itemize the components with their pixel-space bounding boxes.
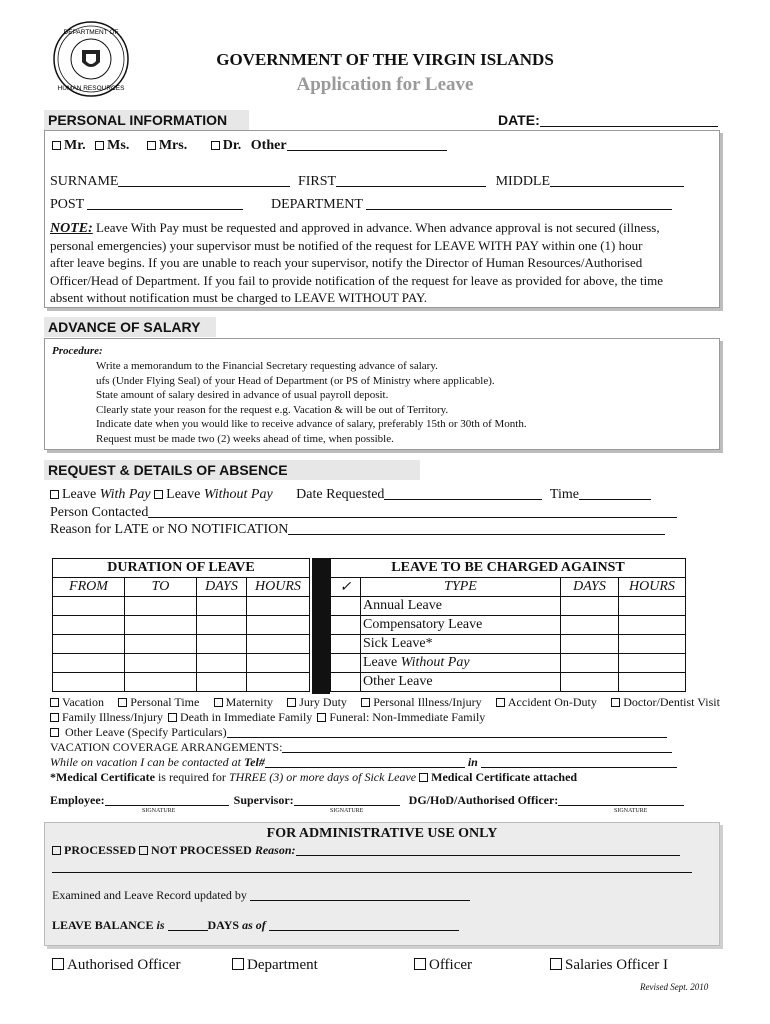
leave-type-option[interactable]: Accident On-Duty: [496, 695, 597, 710]
officer-signature[interactable]: DG/HoD/Authorised Officer:: [409, 793, 685, 807]
charge-title: LEAVE TO BE CHARGED AGAINST: [331, 559, 686, 578]
leave-without-pay-option[interactable]: Leave Without Pay: [154, 487, 273, 502]
signature-caption: SIGNATURE: [142, 808, 176, 814]
procedure-step: ufs (Under Flying Seal) of your Head of Department (or PS of Ministry where applicable).: [96, 374, 495, 387]
col-type: TYPE: [361, 578, 561, 597]
examined-field[interactable]: Examined and Leave Record updated by: [52, 888, 470, 903]
col-hours: HOURS: [619, 578, 686, 597]
title-options: [52, 138, 447, 154]
post-department-fields: [50, 197, 672, 213]
reason-line-2[interactable]: [52, 872, 692, 873]
reason-label: Reason:: [254, 843, 296, 857]
table-row[interactable]: [53, 654, 310, 673]
table-row[interactable]: [53, 673, 310, 692]
procedure-steps: [96, 359, 527, 447]
note-paragraph: NOTE: Leave With Pay must be requested and approved in advance. When advance approval is not secured (illness, personal emergencies) your supervisor must be notified of the request for LEAVE WITH PAY within one (1) hour after leave begins. If you are unable to reach your supervisor, notify the Director of Human Resources/Authorised Officer/Head of Department. If you fail to provide notification of the request for leave as provided for above, the time absent without notification must be charged to LEAVE WITHOUT PAY.: [50, 220, 664, 305]
signature-caption: SIGNATURE: [330, 808, 364, 814]
procedure-step: Write a memorandum to the Financial Secretary requesting advance of salary.: [96, 360, 438, 372]
form-subtitle: Application for Leave: [296, 74, 474, 95]
routing-salaries-officer[interactable]: Salaries Officer I: [550, 957, 668, 974]
type-cell: Compensatory Leave: [361, 616, 561, 635]
date-label: DATE:: [498, 112, 540, 128]
leave-type-option[interactable]: Funeral: Non-Immediate Family: [317, 710, 485, 724]
title-mr[interactable]: Mr.: [52, 138, 86, 153]
col-days: DAYS: [561, 578, 619, 597]
svg-text:DEPARTMENT OF: DEPARTMENT OF: [63, 29, 119, 36]
title-dr[interactable]: Dr.: [211, 138, 242, 153]
other-leave-field[interactable]: Other Leave (Specify Particulars): [50, 725, 667, 740]
form-title: GOVERNMENT OF THE VIRGIN ISLANDS: [216, 50, 554, 69]
leave-types-row-2: [50, 710, 485, 725]
col-from: FROM: [53, 578, 125, 597]
col-hours: HOURS: [247, 578, 310, 597]
supervisor-signature[interactable]: Supervisor:: [234, 793, 400, 807]
signature-row: [50, 793, 684, 808]
type-cell: Other Leave: [361, 673, 561, 692]
vacation-contact-field[interactable]: While on vacation I can be contacted at Tel# in: [50, 755, 677, 770]
leave-types-row-1: [50, 695, 720, 710]
name-fields: [50, 174, 684, 190]
leave-type-option[interactable]: Personal Illness/Injury: [361, 695, 481, 710]
employee-signature[interactable]: Employee:: [50, 793, 229, 807]
medical-attached-option[interactable]: Medical Certificate attached: [419, 770, 577, 784]
late-reason-field[interactable]: Reason for LATE or NO NOTIFICATION: [50, 522, 665, 538]
table-row[interactable]: [331, 635, 686, 654]
not-processed-option[interactable]: NOT PROCESSED: [139, 843, 252, 857]
revised-date: Revised Sept. 2010: [640, 982, 709, 992]
department-seal: [52, 20, 130, 98]
type-cell: Leave Without Pay: [361, 654, 561, 673]
first-name-field[interactable]: FIRST: [298, 174, 486, 189]
routing-department[interactable]: Department: [232, 957, 318, 974]
personal-section-header: PERSONAL INFORMATION: [44, 110, 249, 130]
type-cell: Annual Leave: [361, 597, 561, 616]
table-divider: [312, 558, 330, 694]
check-mark-icon: ✓: [331, 578, 361, 597]
procedure-step: Request must be made two (2) weeks ahead of time, when possible.: [96, 432, 394, 445]
admin-title: FOR ADMINISTRATIVE USE ONLY: [266, 826, 498, 841]
leave-type-option[interactable]: Vacation: [50, 695, 104, 710]
leave-type-option[interactable]: Death in Immediate Family: [168, 710, 312, 724]
middle-name-field[interactable]: MIDDLE: [496, 174, 684, 189]
medical-certificate-row: *Medical Certificate is required for THREE (3) or more days of Sick Leave Medical Certificate attached: [50, 770, 578, 784]
duration-table: [52, 558, 310, 692]
title-mrs[interactable]: Mrs.: [147, 138, 187, 153]
time-field[interactable]: Time: [550, 487, 651, 502]
processed-row: [52, 843, 680, 858]
table-row[interactable]: [53, 635, 310, 654]
checkbox-icon[interactable]: [50, 490, 59, 499]
procedure-label: Procedure:: [52, 345, 103, 357]
procedure-step: State amount of salary desired in advance of usual payroll deposit.: [96, 389, 389, 402]
checkbox-icon[interactable]: [147, 141, 156, 150]
leave-pay-row: [50, 487, 651, 503]
leave-type-option[interactable]: Family Illness/Injury: [50, 710, 163, 724]
person-contacted-field[interactable]: Person Contacted: [50, 505, 677, 521]
table-row[interactable]: [331, 654, 686, 673]
leave-type-option[interactable]: Maternity: [214, 695, 273, 710]
table-row[interactable]: [331, 673, 686, 692]
request-section-header: REQUEST & DETAILS OF ABSENCE: [44, 460, 420, 480]
routing-officer[interactable]: Officer: [414, 957, 472, 974]
advance-section-header: ADVANCE OF SALARY: [44, 317, 216, 337]
col-to: TO: [125, 578, 197, 597]
table-row[interactable]: [331, 616, 686, 635]
svg-text:HUMAN RESOURCES: HUMAN RESOURCES: [57, 85, 125, 92]
type-cell: Sick Leave*: [361, 635, 561, 654]
title-other[interactable]: Other: [251, 138, 447, 153]
processed-option[interactable]: PROCESSED: [52, 843, 136, 857]
checkbox-icon[interactable]: [52, 141, 61, 150]
department-field[interactable]: DEPARTMENT: [271, 197, 672, 212]
charge-table: [330, 558, 686, 692]
procedure-step: Clearly state your reason for the request e.g. Vacation & will be out of Territory.: [96, 403, 449, 416]
leave-type-option[interactable]: Personal Time: [118, 695, 199, 710]
col-days: DAYS: [197, 578, 247, 597]
checkbox-icon[interactable]: [95, 141, 104, 150]
date-field[interactable]: [498, 112, 718, 128]
surname-field[interactable]: SURNAME: [50, 174, 290, 189]
procedure-step: Indicate date when you would like to receive advance of salary, preferably 15th or 30th of Month.: [96, 418, 527, 431]
table-row[interactable]: [331, 597, 686, 616]
title-ms[interactable]: Ms.: [95, 138, 129, 153]
vacation-coverage-field[interactable]: VACATION COVERAGE ARRANGEMENTS:: [50, 740, 672, 755]
date-requested-field[interactable]: Date Requested: [296, 487, 542, 502]
leave-type-option[interactable]: Doctor/Dentist Visit: [611, 695, 720, 710]
leave-balance-field[interactable]: LEAVE BALANCE is DAYS as of: [52, 918, 459, 933]
routing-authorised-officer[interactable]: Authorised Officer: [52, 957, 180, 974]
checkbox-icon[interactable]: [154, 490, 163, 499]
signature-caption: SIGNATURE: [614, 808, 648, 814]
leave-with-pay-option[interactable]: Leave With Pay: [50, 487, 151, 502]
table-row[interactable]: [53, 616, 310, 635]
post-field[interactable]: POST: [50, 197, 243, 212]
table-row[interactable]: [53, 597, 310, 616]
duration-title: DURATION OF LEAVE: [53, 559, 310, 578]
leave-type-option[interactable]: Jury Duty: [287, 695, 347, 710]
checkbox-icon[interactable]: [211, 141, 220, 150]
